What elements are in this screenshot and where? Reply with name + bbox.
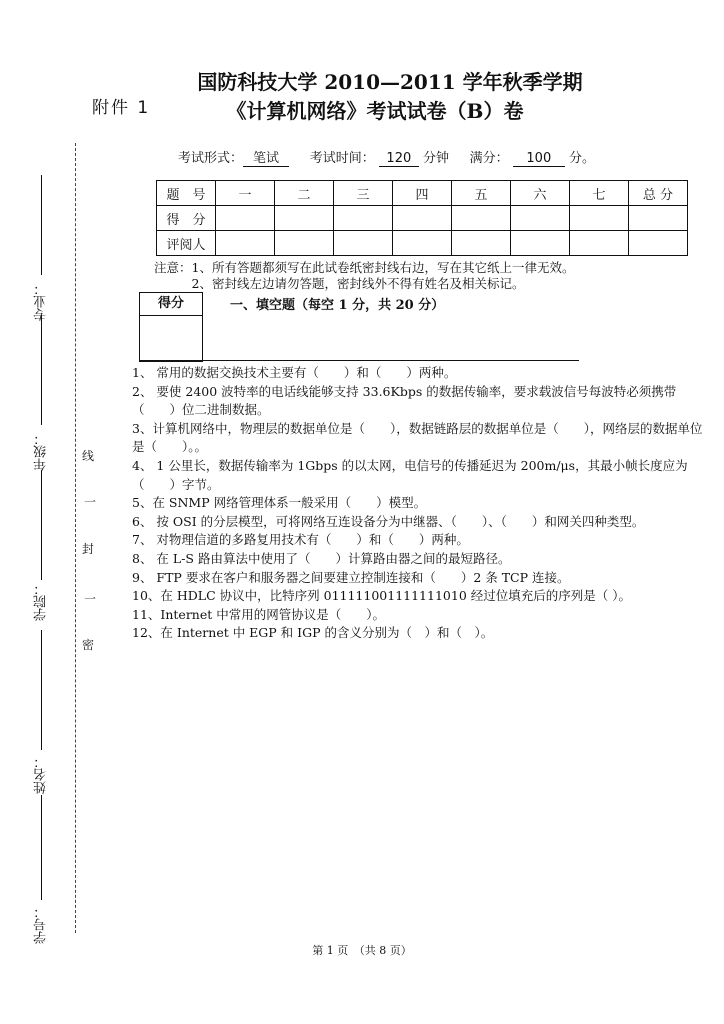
- exam-title: 国防科技大学 2010—2011 学年秋季学期: [197, 70, 583, 94]
- question-item: 4、 1 公里长，数据传输率为 1Gbps 的以太网，电信号的传播延迟为 200m/μs，其最小帧长度应为（ ）字节。: [132, 457, 688, 492]
- notice-line: 注意：1、所有答题都须写在此试卷纸密封线右边，写在其它纸上一律无效。: [154, 260, 575, 275]
- seal-dash: 一: [84, 592, 97, 606]
- grade-field-line[interactable]: [41, 315, 42, 425]
- exam-time-label: 考试时间：: [309, 151, 375, 166]
- grader-cell[interactable]: [629, 231, 688, 256]
- notice: [154, 260, 574, 292]
- question-item: 9、 FTP 要求在客户和服务器之间要建立控制连接和（ ）2 条 TCP 连接。: [132, 569, 570, 585]
- full-score-value: 100: [513, 151, 565, 167]
- grader-cell[interactable]: [570, 231, 629, 256]
- grade-label: 年级：: [34, 432, 49, 471]
- header-cell: 二: [275, 181, 334, 206]
- full-score-label: 满分：: [469, 151, 509, 166]
- notice-line: 2、密封线左边请勿答题，密封线外不得有姓名及相关标记。: [154, 276, 525, 291]
- question-list: [132, 364, 712, 643]
- question-item: 5、在 SNMP 网络管理体系一般采用（ ）模型。: [132, 495, 427, 511]
- question-item: 7、 对物理信道的多路复用技术有（ ）和（ ）两种。: [132, 532, 469, 548]
- header-cell: 七: [570, 181, 629, 206]
- exam-form-label: 考试形式：: [178, 151, 244, 166]
- exam-time-value: 120: [379, 151, 419, 167]
- grader-cell[interactable]: [216, 231, 275, 256]
- grader-row-label: 评阅人: [157, 231, 216, 256]
- section-title: 一、填空题（每空 1 分，共 20 分）: [230, 298, 445, 313]
- major-label: 专业：: [34, 282, 49, 321]
- grader-cell[interactable]: [452, 231, 511, 256]
- header-cell: 三: [334, 181, 393, 206]
- score-cell[interactable]: [334, 206, 393, 231]
- seal-dash: 一: [84, 495, 97, 509]
- question-item: 11、Internet 中常用的网管协议是（ ）。: [132, 606, 385, 622]
- question-item: 1、 常用的数据交换技术主要有（ ）和（ ）两种。: [132, 365, 457, 380]
- header-cell: 四: [393, 181, 452, 206]
- score-table: [156, 180, 688, 256]
- attachment-label: 附件 1: [92, 98, 151, 118]
- page-footer: 第 1 页 （共 8 页）: [312, 944, 412, 957]
- student-id-label: 学号：: [34, 905, 49, 944]
- score-cell[interactable]: [216, 206, 275, 231]
- score-row-label: 得 分: [157, 206, 216, 231]
- exam-time-unit: 分钟: [422, 151, 449, 166]
- section-score-box[interactable]: [139, 292, 203, 362]
- grader-cell[interactable]: [275, 231, 334, 256]
- question-item: 2、 要使 2400 波特率的电话线能够支持 33.6Kbps 的数据传输率，要求载波信号每波特必须携带（ ）位二进制数据。: [132, 383, 677, 418]
- seal-char-feng: 封: [82, 542, 95, 556]
- exam-form-value: 笔试: [243, 147, 289, 167]
- header-cell: 一: [216, 181, 275, 206]
- grader-cell[interactable]: [393, 231, 452, 256]
- seal-char-xian: 线: [82, 449, 95, 463]
- grader-row: [157, 231, 688, 256]
- score-cell[interactable]: [570, 206, 629, 231]
- grader-cell[interactable]: [334, 231, 393, 256]
- name-label: 姓名：: [34, 755, 49, 794]
- student-id-field-line[interactable]: [41, 795, 42, 900]
- score-cell[interactable]: [511, 206, 570, 231]
- score-cell[interactable]: [629, 206, 688, 231]
- header-cell: 六: [511, 181, 570, 206]
- header-cell: 总 分: [629, 181, 688, 206]
- section-score-label: 得分: [140, 293, 202, 316]
- question-item: 10、在 HDLC 协议中，比特序列 011111001111111010 经过位填充后的序列是（ ）。: [132, 588, 631, 604]
- section-divider: [139, 360, 579, 361]
- exam-subtitle: 《计算机网络》考试试卷（B）卷: [226, 99, 524, 123]
- full-score-unit: 分。: [568, 151, 595, 166]
- seal-char-mi: 密: [82, 638, 95, 652]
- major-field-line[interactable]: [41, 175, 42, 275]
- college-label: 学院：: [34, 582, 49, 621]
- header-cell: 五: [452, 181, 511, 206]
- score-row: [157, 206, 688, 231]
- question-item: 12、在 Internet 中 EGP 和 IGP 的含义分别为（ ）和（ ）。: [132, 625, 494, 641]
- exam-info: [178, 147, 595, 167]
- grader-cell[interactable]: [511, 231, 570, 256]
- college-field-line[interactable]: [41, 470, 42, 580]
- name-field-line[interactable]: [41, 630, 42, 750]
- score-cell[interactable]: [393, 206, 452, 231]
- score-cell[interactable]: [452, 206, 511, 231]
- seal-dashed-line: [75, 143, 76, 933]
- header-label-cell: 题 号: [157, 181, 216, 206]
- question-item: 3、计算机网络中，物理层的数据单位是（ ），数据链路层的数据单位是（ ），网络层的数据单位是（ ）。。: [132, 420, 703, 455]
- question-item: 8、 在 L-S 路由算法中使用了（ ）计算路由器之间的最短路径。: [132, 550, 511, 566]
- score-table-header-row: [157, 181, 688, 206]
- score-cell[interactable]: [275, 206, 334, 231]
- question-item: 6、 按 OSI 的分层模型，可将网络互连设备分为中继器、（ ）、（ ）和网关四种类型。: [132, 513, 645, 529]
